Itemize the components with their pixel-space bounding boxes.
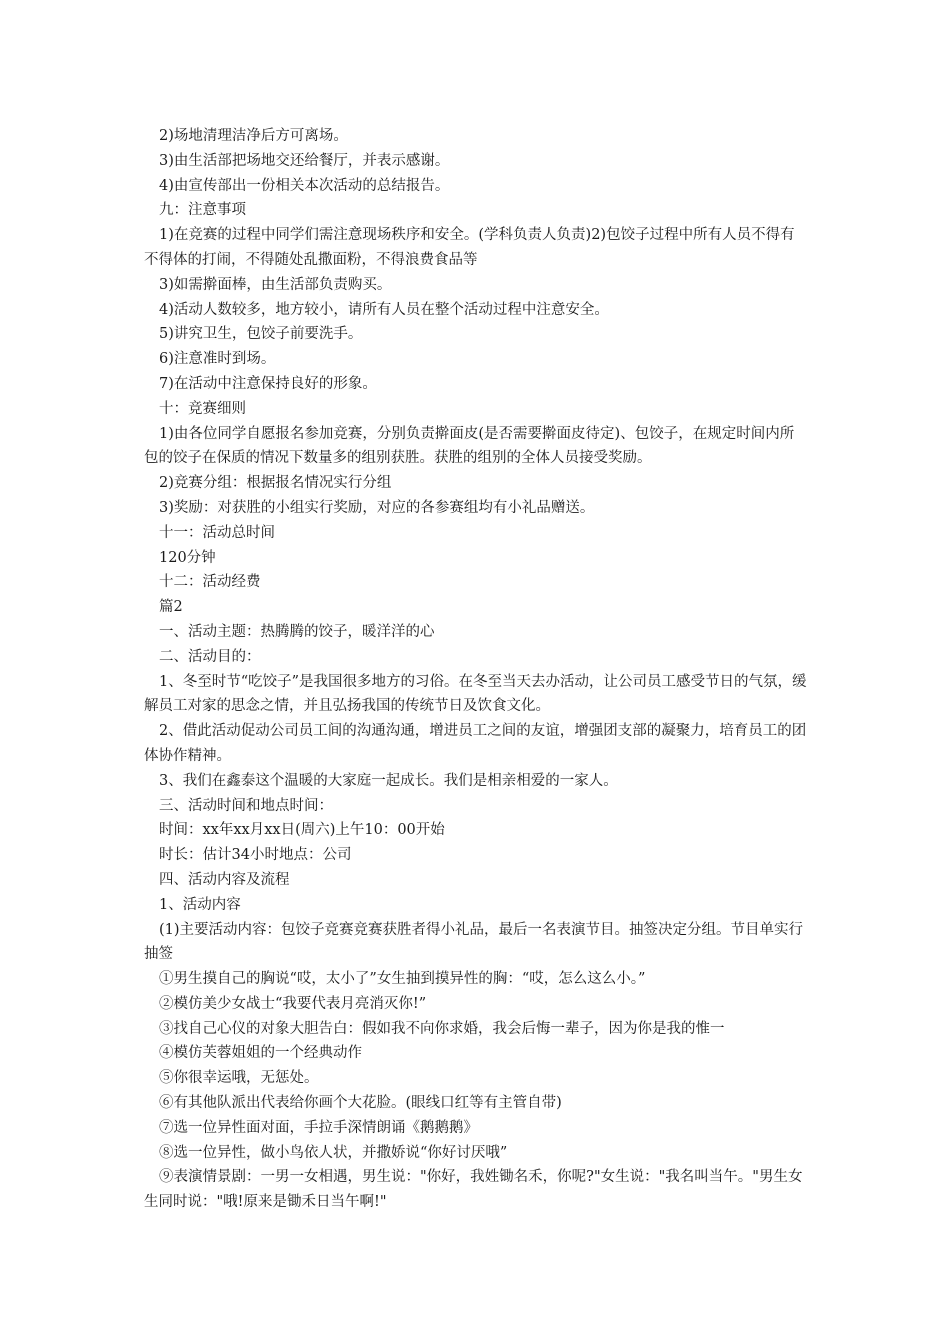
paragraph: 1、冬至时节“吃饺子”是我国很多地方的习俗。在冬至当天去办活动，让公司员工感受节日的气氛，缓解员工对家的思念之情，并且弘扬我国的传统节日及饮食文化。 bbox=[144, 673, 807, 715]
chapter-heading: 篇2 bbox=[159, 599, 183, 616]
section-heading: 十：竞赛细则 bbox=[159, 400, 246, 417]
section-heading: 三、活动时间和地点时间： bbox=[159, 797, 333, 814]
section-heading: 四、活动内容及流程 bbox=[159, 871, 290, 888]
list-item: ⑥有其他队派出代表给你画个大花脸。(眼线口红等有主管自带) bbox=[159, 1095, 562, 1112]
list-item: ②模仿美少女战士“我要代表月亮消灭你!” bbox=[159, 995, 427, 1012]
section-heading: 十一：活动总时间 bbox=[159, 524, 275, 541]
section-heading: 1、活动内容 bbox=[159, 896, 241, 913]
section-heading: 十二：活动经费 bbox=[159, 574, 261, 591]
paragraph: 1)在竞赛的过程中同学们需注意现场秩序和安全。(学科负责人负责)2)包饺子过程中所有人员不得有不得体的打闹，不得随处乱撒面粉，不得浪费食品等 bbox=[144, 227, 795, 268]
list-item: ④模仿芙蓉姐姐的一个经典动作 bbox=[159, 1045, 362, 1062]
paragraph: 6)注意准时到场。 bbox=[159, 351, 276, 368]
section-heading: 九：注意事项 bbox=[159, 202, 246, 219]
paragraph: 时长：估计34小时地点：公司 bbox=[159, 847, 352, 864]
list-item: ⑧选一位异性，做小鸟依人状，并撒娇说“你好讨厌哦” bbox=[159, 1144, 508, 1161]
paragraph: 2、借此活动促动公司员工间的沟通沟通，增进员工之间的友谊，增强团支部的凝聚力，培育员工的团体协作精神。 bbox=[144, 723, 807, 764]
paragraph: 4)由宣传部出一份相关本次活动的总结报告。 bbox=[159, 177, 450, 194]
paragraph: 3)奖励：对获胜的小组实行奖励，对应的各参赛组均有小礼品赠送。 bbox=[159, 499, 595, 516]
paragraph: 7)在活动中注意保持良好的形象。 bbox=[159, 375, 377, 392]
paragraph: 4)活动人数较多，地方较小，请所有人员在整个活动过程中注意安全。 bbox=[159, 301, 609, 318]
paragraph: (1)主要活动内容：包饺子竞赛竞赛获胜者得小礼品，最后一名表演节目。抽签决定分组。节目单实行抽签 bbox=[144, 921, 804, 963]
paragraph: 2)竞赛分组：根据报名情况实行分组 bbox=[159, 475, 392, 492]
paragraph: 1)由各位同学自愿报名参加竞赛，分别负责擀面皮(是否需要擀面皮待定)、包饺子，在规定时间内所包的饺子在保质的情况下数量多的组别获胜。获胜的组别的全体人员接受奖励。 bbox=[144, 425, 795, 467]
document-body bbox=[144, 124, 808, 1215]
list-item: ③找自己心仪的对象大胆告白：假如我不向你求婚，我会后悔一辈子，因为你是我的惟一 bbox=[159, 1020, 725, 1037]
paragraph: 5)讲究卫生，包饺子前要洗手。 bbox=[159, 326, 363, 343]
paragraph: 3)由生活部把场地交还给餐厅，并表示感谢。 bbox=[159, 152, 450, 169]
paragraph: 2)场地清理洁净后方可离场。 bbox=[159, 128, 348, 144]
section-heading: 二、活动目的： bbox=[159, 648, 261, 665]
list-item: ⑨表演情景剧：一男一女相遇，男生说："你好，我姓锄名禾，你呢?"女生说："我名叫当午。"男生女生同时说："哦!原来是锄禾日当午啊!" bbox=[144, 1169, 803, 1211]
paragraph: 时间：xx年xx月xx日(周六)上午10：00开始 bbox=[159, 822, 445, 839]
paragraph: 3)如需擀面棒，由生活部负责购买。 bbox=[159, 276, 392, 293]
paragraph: 3、我们在鑫泰这个温暖的大家庭一起成长。我们是相亲相爱的一家人。 bbox=[159, 772, 618, 789]
list-item: ①男生摸自己的胸说“哎，太小了”女生抽到摸异性的胸：“哎，怎么这么小。” bbox=[159, 971, 646, 988]
paragraph: 120分钟 bbox=[159, 549, 216, 566]
list-item: ⑦选一位异性面对面，手拉手深情朗诵《鹅鹅鹅》 bbox=[159, 1119, 478, 1136]
list-item: ⑤你很幸运哦，无惩处。 bbox=[159, 1070, 319, 1087]
section-heading: 一、活动主题：热腾腾的饺子，暖洋洋的心 bbox=[159, 623, 435, 640]
